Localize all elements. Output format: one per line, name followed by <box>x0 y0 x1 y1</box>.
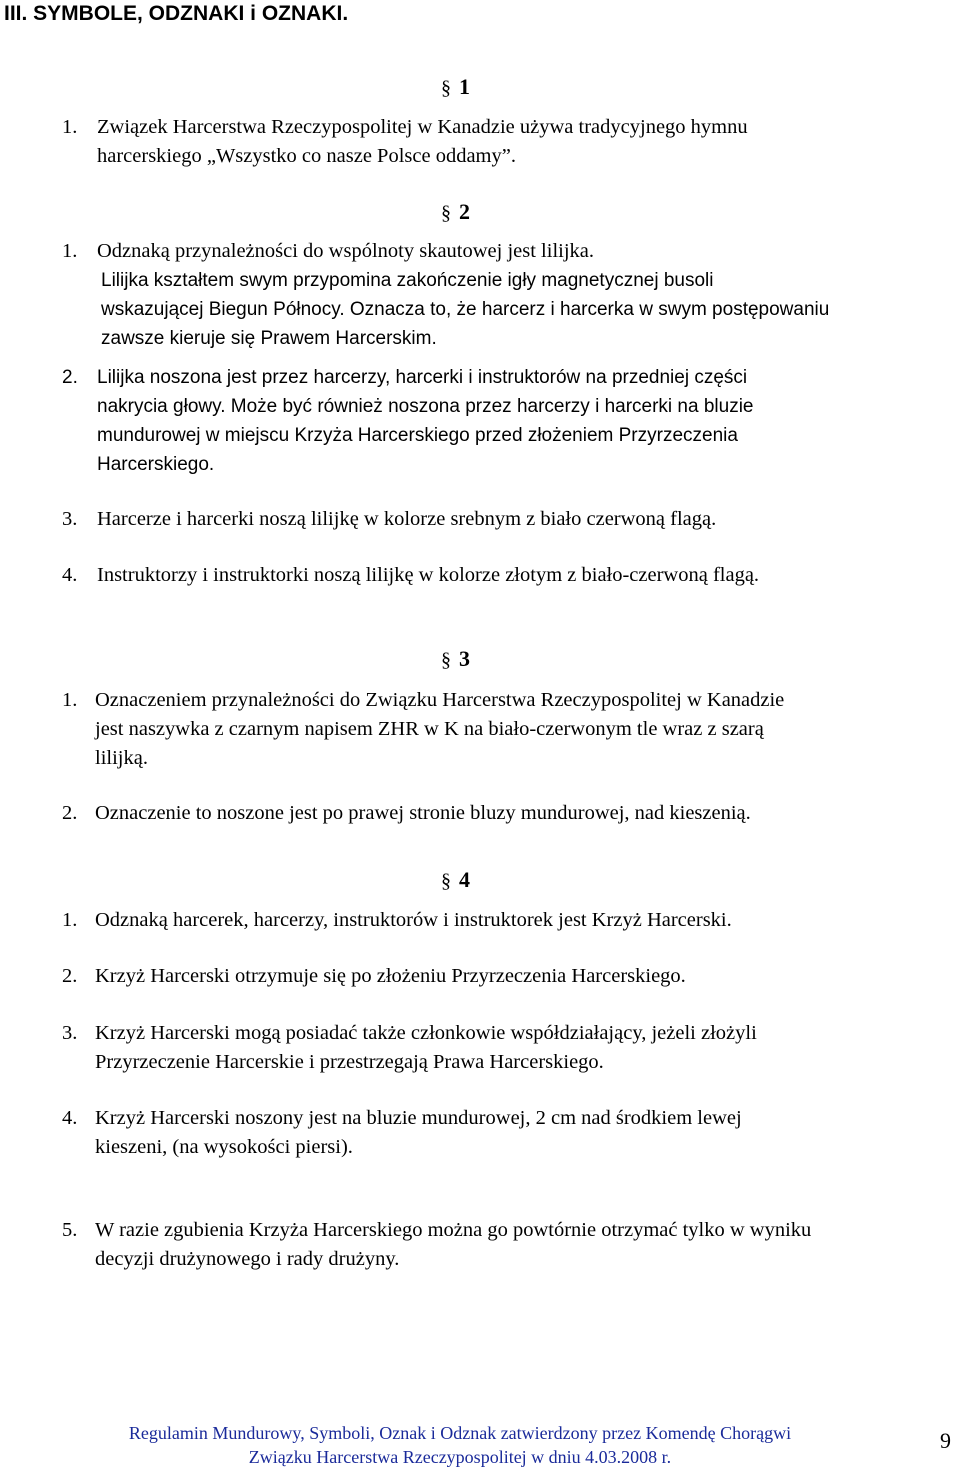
list-item-number: 3. <box>62 508 78 530</box>
list-item-number: 2. <box>62 965 78 987</box>
list-item-line: decyzji drużynowego i rady drużyny. <box>95 1248 400 1270</box>
section-number: 4 <box>459 867 470 892</box>
list-item-line: Krzyż Harcerski otrzymuje się po złożeniu Przyrzeczenia Harcerskiego. <box>95 965 686 987</box>
list-item-line: jest naszywka z czarnym napisem ZHR w K na biało-czerwonym tle wraz z szarą <box>95 718 764 740</box>
page-number: 9 <box>940 1428 951 1453</box>
list-item-number: 1. <box>62 240 78 262</box>
list-item-number: 1. <box>62 116 78 138</box>
page-heading: III. SYMBOLE, ODZNAKI i OZNAKI. <box>4 2 349 25</box>
section-number: 1 <box>459 74 470 99</box>
list-item-number: 1. <box>62 909 78 931</box>
section-symbol: § <box>441 649 451 671</box>
list-item-number: 5. <box>62 1219 78 1241</box>
list-item-number: 2. <box>62 802 78 824</box>
list-item-line: Oznaczeniem przynależności do Związku Harcerstwa Rzeczypospolitej w Kanadzie <box>95 689 785 711</box>
section-heading-3 <box>441 646 470 672</box>
list-item-line: Krzyż Harcerski noszony jest na bluzie mundurowej, 2 cm nad środkiem lewej <box>95 1107 742 1129</box>
section-heading-4 <box>441 867 470 893</box>
section-heading-2 <box>441 199 470 225</box>
list-item-number: 4. <box>62 564 78 586</box>
list-item-line: harcerskiego „Wszystko co nasze Polsce oddamy”. <box>97 145 516 167</box>
list-item-line: mundurowej w miejscu Krzyża Harcerskiego przed złożeniem Przyrzeczenia <box>97 425 738 446</box>
list-item-line: Harcerze i harcerki noszą lilijkę w kolorze srebnym z biało czerwoną flagą. <box>97 508 717 530</box>
list-item-line: Instruktorzy i instruktorki noszą lilijkę w kolorze złotym z biało-czerwoną flagą. <box>97 564 760 586</box>
section-number: 2 <box>459 199 470 224</box>
list-item-line: Odznaką przynależności do wspólnoty skautowej jest lilijka. <box>97 240 595 262</box>
list-item-number: 2. <box>62 367 78 388</box>
section-symbol: § <box>441 870 451 892</box>
list-item-line: W razie zgubienia Krzyża Harcerskiego można go powtórnie otrzymać tylko w wyniku <box>95 1219 812 1241</box>
list-item-line: Lilijka kształtem swym przypomina zakończenie igły magnetycznej busoli <box>101 270 714 291</box>
list-item-line: Odznaką harcerek, harcerzy, instruktorów i instruktorek jest Krzyż Harcerski. <box>95 909 732 931</box>
list-item-number: 1. <box>62 689 78 711</box>
list-item-line: Związek Harcerstwa Rzeczypospolitej w Kanadzie używa tradycyjnego hymnu <box>97 116 748 138</box>
list-item-number: 3. <box>62 1022 78 1044</box>
list-item-line: wskazującej Biegun Północy. Oznacza to, że harcerz i harcerka w swym postępowaniu <box>101 299 830 320</box>
list-item-line: Przyrzeczenie Harcerskie i przestrzegają Prawa Harcerskiego. <box>95 1051 604 1073</box>
list-item-line: Lilijka noszona jest przez harcerzy, harcerki i instruktorów na przedniej części <box>97 367 748 388</box>
list-item-line: zawsze kieruje się Prawem Harcerskim. <box>101 328 437 349</box>
list-item-line: Harcerskiego. <box>97 454 215 475</box>
section-symbol: § <box>441 202 451 224</box>
footer-line-2: Związku Harcerstwa Rzeczypospolitej w dniu 4.03.2008 r. <box>248 1447 672 1467</box>
list-item-line: kieszeni, (na wysokości piersi). <box>95 1136 353 1158</box>
list-item-line: Krzyż Harcerski mogą posiadać także członkowie współdziałający, jeżeli złożyli <box>95 1022 757 1044</box>
section-heading-1 <box>441 74 470 100</box>
list-item-line: nakrycia głowy. Może być również noszona przez harcerzy i harcerki na bluzie <box>97 396 754 417</box>
footer-line-1: Regulamin Mundurowy, Symboli, Oznak i Odznak zatwierdzony przez Komendę Chorągwi <box>128 1423 792 1443</box>
section-symbol: § <box>441 77 451 99</box>
section-number: 3 <box>459 646 470 671</box>
list-item-line: lilijką. <box>95 747 148 769</box>
list-item-line: Oznaczenie to noszone jest po prawej stronie bluzy mundurowej, nad kieszenią. <box>95 802 751 824</box>
list-item-number: 4. <box>62 1107 78 1129</box>
